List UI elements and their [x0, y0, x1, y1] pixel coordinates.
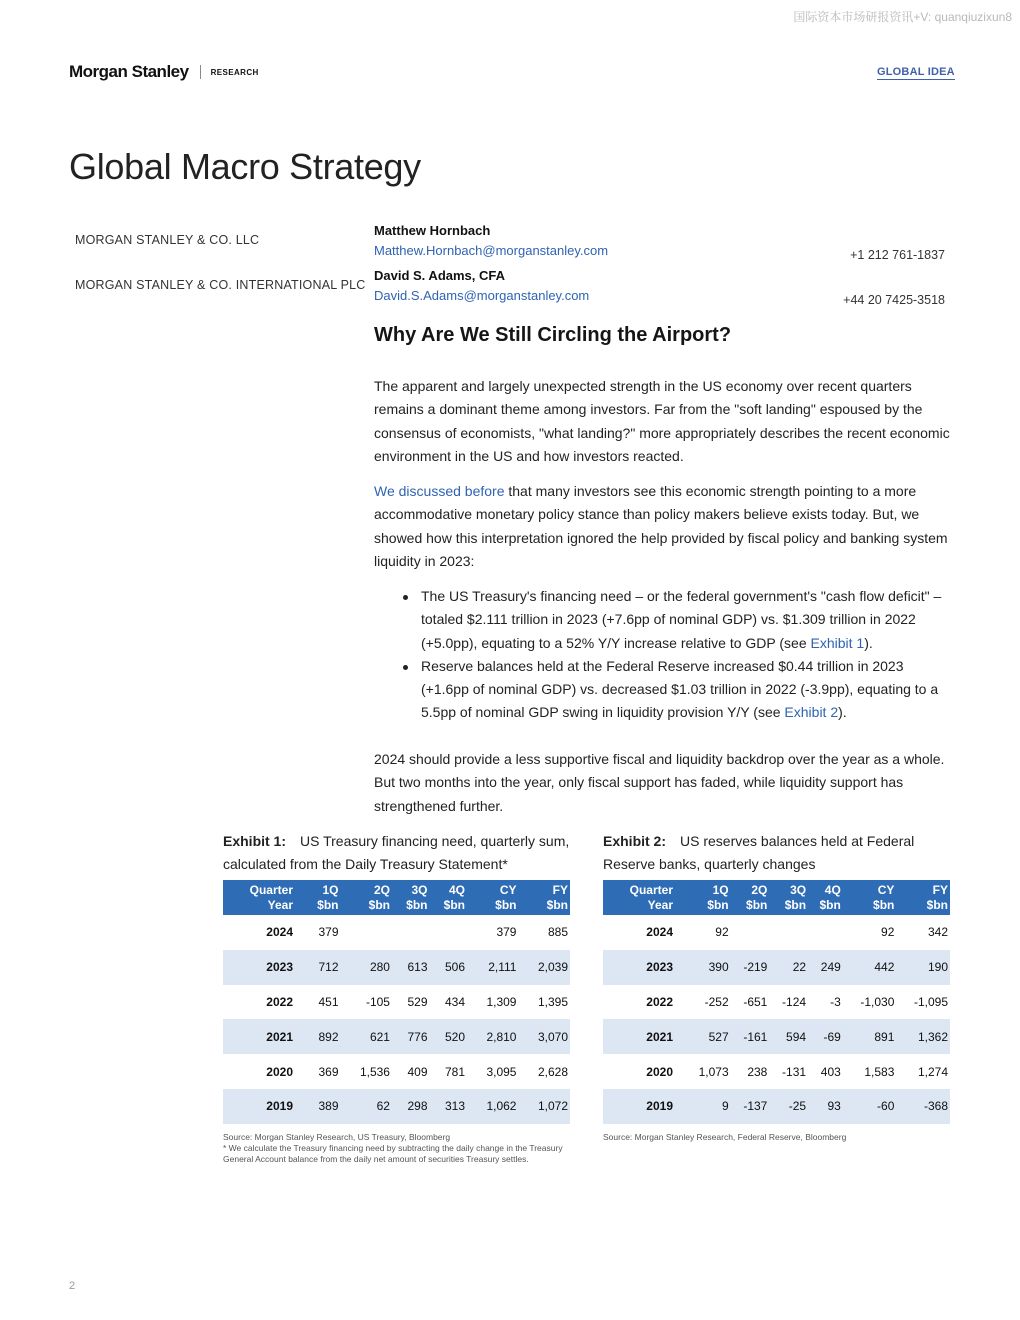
body-paragraph-1: The apparent and largely unexpected strength in the US economy over recent quarters remains a dominant theme among investors. Far from the "soft landing" espoused by the consensus of economists, "what landing?" more appropriately describes the recent economic environment in the US and how investors reacted.: [374, 378, 950, 464]
table-cell: -124: [782, 994, 807, 1009]
table-cell: 403: [820, 1064, 841, 1079]
table-cell: 2,111: [467, 950, 518, 985]
exhibit-2-link[interactable]: Exhibit 2: [784, 704, 839, 721]
table-cell: 379: [318, 925, 339, 940]
author-email-link[interactable]: Matthew.Hornbach@morganstanley.com: [374, 243, 609, 258]
table-cell: 434: [444, 994, 466, 1009]
table-header-row: [603, 880, 950, 915]
col-header: Quarter Year: [223, 880, 303, 915]
table-cell: 529: [407, 994, 428, 1009]
table-cell: -1,095: [913, 994, 948, 1009]
table-cell: 891: [843, 1019, 897, 1054]
table-cell: -3: [830, 994, 841, 1009]
table-cell: -368: [896, 1089, 950, 1124]
row-year-cell: 2024: [266, 925, 293, 940]
table-cell: 442: [843, 950, 897, 985]
table-cell: 781: [444, 1064, 466, 1079]
table-cell: -60: [843, 1089, 897, 1124]
brand-unit: RESEARCH: [210, 67, 259, 77]
col-header: 3Q $bn: [392, 880, 430, 915]
table-cell: 1,072: [518, 1089, 570, 1124]
table-row: [223, 915, 570, 950]
col-header: 2Q $bn: [731, 880, 770, 915]
table-row: [223, 1054, 570, 1089]
table-cell: [731, 915, 770, 950]
table-row: [603, 1089, 950, 1124]
table-cell: 22: [769, 950, 808, 985]
author-name: Matthew Hornbach: [374, 223, 491, 238]
table-cell: 892: [303, 1019, 341, 1054]
table-cell: 776: [392, 1019, 430, 1054]
table-cell: 885: [547, 925, 568, 940]
table-cell: -1,030: [860, 994, 895, 1009]
author-name: David S. Adams, CFA: [374, 268, 505, 283]
row-year-cell: 2020: [266, 1064, 293, 1079]
table-cell: 62: [341, 1089, 392, 1124]
table-cell: 1,309: [486, 994, 517, 1009]
table-cell: -252: [704, 994, 729, 1009]
table-cell: [392, 915, 430, 950]
table-cell: 379: [496, 925, 517, 940]
table-cell: 520: [430, 1019, 468, 1054]
col-header: 1Q $bn: [303, 880, 341, 915]
col-header: Quarter Year: [603, 880, 683, 915]
watermark: 国际资本市场研报资讯+V: quanqiuzixun8: [793, 10, 1012, 24]
table-row: [603, 985, 950, 1020]
table-cell: 1,274: [917, 1064, 948, 1079]
author-phone: +44 20 7425-3518: [843, 293, 945, 307]
table-cell: 2,628: [537, 1064, 568, 1079]
table-cell: 506: [430, 950, 468, 985]
table-cell: [769, 915, 808, 950]
exhibit-1-link[interactable]: Exhibit 1: [810, 634, 865, 651]
author-email-link[interactable]: David.S.Adams@morganstanley.com: [374, 288, 590, 303]
table-cell: 249: [808, 950, 843, 985]
table-cell: -161: [731, 1019, 770, 1054]
article-headline: Why Are We Still Circling the Airport?: [374, 324, 732, 346]
bullet-list: [402, 585, 950, 725]
table-row: [223, 950, 570, 985]
table-cell: 1,062: [467, 1089, 518, 1124]
col-header: FY $bn: [896, 880, 950, 915]
table-cell: 1,362: [896, 1019, 950, 1054]
table-row: [603, 950, 950, 985]
col-header: 1Q $bn: [683, 880, 731, 915]
table-cell: 1,536: [359, 1064, 390, 1079]
row-year-cell: 2019: [223, 1089, 303, 1124]
table-header-row: [223, 880, 570, 915]
brand-header: [69, 62, 259, 82]
table-cell: 409: [407, 1064, 428, 1079]
table-cell: 313: [430, 1089, 468, 1124]
row-year-cell: 2021: [603, 1019, 683, 1054]
table-cell: 1,583: [864, 1064, 895, 1079]
table-row: [223, 1019, 570, 1054]
table-row: [603, 1054, 950, 1089]
row-year-cell: 2022: [646, 994, 673, 1009]
exhibit-2-table: [603, 880, 950, 1124]
row-year-cell: 2022: [266, 994, 293, 1009]
table-cell: -25: [769, 1089, 808, 1124]
table-cell: 1,395: [537, 994, 568, 1009]
table-cell: -651: [743, 994, 768, 1009]
table-cell: -131: [782, 1064, 807, 1079]
entity-intl: MORGAN STANLEY & CO. INTERNATIONAL PLC: [75, 278, 366, 292]
table-cell: [808, 915, 843, 950]
bullet-item: Reserve balances held at the Federal Reserve increased $0.44 trillion in 2023 (+1.6pp of nominal GDP) vs. decreased $1.03 trillion in 2022 (-3.9pp), equating to a 5.5pp of nominal GDP swing in liquidity provision Y/Y (see Exhibit 2).: [402, 655, 950, 725]
table-cell: 92: [881, 925, 895, 940]
table-cell: 712: [303, 950, 341, 985]
table-row: [603, 915, 950, 950]
col-header: 4Q $bn: [430, 880, 468, 915]
table-cell: 190: [896, 950, 950, 985]
entity-us: MORGAN STANLEY & CO. LLC: [75, 233, 260, 247]
exhibit-1: [223, 830, 570, 1165]
table-cell: -219: [731, 950, 770, 985]
global-idea-tag: GLOBAL IDEA: [877, 66, 955, 78]
discussed-before-link[interactable]: We discussed before: [374, 483, 505, 499]
body-paragraph-2: We discussed before that many investors see this economic strength pointing to a more accommodative monetary policy stance than policy makers believe exists today. But, we showed how this interpretation ignored the help provided by fiscal policy and banking system liquidity in 2023:: [374, 483, 948, 569]
col-header: CY $bn: [843, 880, 897, 915]
table-cell: -137: [731, 1089, 770, 1124]
body-paragraph-3: 2024 should provide a less supportive fiscal and liquidity backdrop over the year as a whole. But two months into the year, only fiscal support has faded, while liquidity support has strengthened further.: [374, 751, 945, 814]
bullet-item: The US Treasury's financing need – or the federal government's "cash flow deficit" – totaled $2.111 trillion in 2023 (+7.6pp of nominal GDP) vs. $1.309 trillion in 2022 (+5.0pp), equating to a 52% Y/Y increase relative to GDP (see Exhibit 1).: [402, 585, 950, 655]
exhibit-caption: Exhibit 2: US reserves balances held at Federal Reserve banks, quarterly changes: [603, 833, 915, 872]
brand-logo: Morgan Stanley: [69, 62, 189, 81]
table-row: [223, 1089, 570, 1124]
table-cell: 298: [392, 1089, 430, 1124]
table-cell: 3,070: [518, 1019, 570, 1054]
table-cell: 451: [318, 994, 339, 1009]
table-cell: 594: [769, 1019, 808, 1054]
table-cell: 3,095: [486, 1064, 517, 1079]
row-year-cell: 2023: [603, 950, 683, 985]
exhibit-1-table: [223, 880, 570, 1124]
row-year-cell: 2021: [223, 1019, 303, 1054]
exhibit-2: [603, 830, 950, 1143]
row-year-cell: 2023: [223, 950, 303, 985]
exhibit-caption: Exhibit 1: US Treasury financing need, quarterly sum, calculated from the Daily Treasury Statement*: [223, 833, 570, 872]
table-cell: 389: [303, 1089, 341, 1124]
table-cell: 92: [715, 925, 729, 940]
table-cell: 238: [747, 1064, 768, 1079]
table-cell: [341, 915, 392, 950]
row-year-cell: 2020: [646, 1064, 673, 1079]
brand-divider: [200, 65, 201, 79]
table-cell: -69: [808, 1019, 843, 1054]
table-cell: 342: [927, 925, 948, 940]
row-year-cell: 2019: [603, 1089, 683, 1124]
author-phone: +1 212 761-1837: [850, 248, 945, 262]
table-row: [223, 985, 570, 1020]
table-cell: 621: [341, 1019, 392, 1054]
exhibit-source: Source: Morgan Stanley Research, US Treasury, Bloomberg * We calculate the Treasury financing need by subtracting the daily change in the Treasury General Account balance from the daily net amount of securities Treasury settles.: [223, 1131, 563, 1164]
col-header: FY $bn: [518, 880, 570, 915]
table-cell: 93: [808, 1089, 843, 1124]
table-cell: 1,073: [698, 1064, 729, 1079]
page-number: 2: [69, 1280, 76, 1292]
row-year-cell: 2024: [646, 925, 673, 940]
table-cell: 9: [683, 1089, 731, 1124]
table-cell: 2,039: [518, 950, 570, 985]
table-row: [603, 1019, 950, 1054]
table-cell: 280: [341, 950, 392, 985]
col-header: CY $bn: [467, 880, 518, 915]
page-title: Global Macro Strategy: [69, 146, 421, 187]
table-cell: 2,810: [467, 1019, 518, 1054]
table-cell: 613: [392, 950, 430, 985]
col-header: 4Q $bn: [808, 880, 843, 915]
table-cell: 390: [683, 950, 731, 985]
table-cell: 527: [683, 1019, 731, 1054]
table-cell: [430, 915, 468, 950]
table-cell: -105: [365, 994, 390, 1009]
exhibit-source: Source: Morgan Stanley Research, Federal Reserve, Bloomberg: [603, 1131, 847, 1142]
col-header: 2Q $bn: [341, 880, 392, 915]
table-cell: 369: [318, 1064, 339, 1079]
col-header: 3Q $bn: [769, 880, 808, 915]
